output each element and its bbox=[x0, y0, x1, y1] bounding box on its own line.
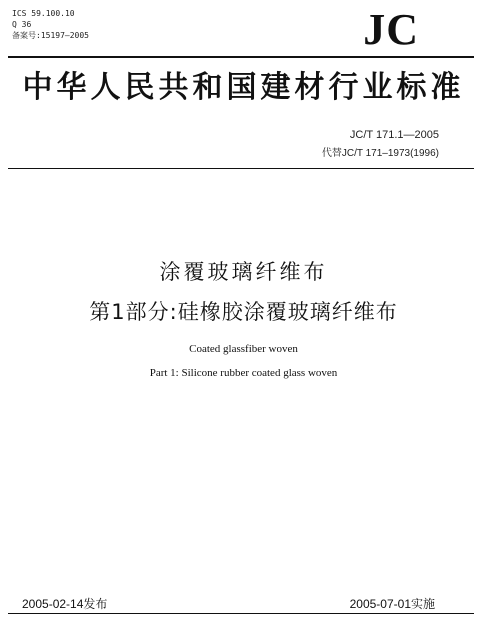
top-divider bbox=[8, 56, 474, 58]
jc-logo: JC bbox=[363, 5, 419, 54]
document-subtitle-cn: 第1部分:硅橡胶涂覆玻璃纤维布 bbox=[89, 300, 398, 324]
implementation-date: 2005-07-01实施 bbox=[349, 597, 435, 611]
document-title-en: Coated glassfiber woven bbox=[189, 343, 298, 355]
ics-code: ICS 59.100.10 bbox=[12, 9, 75, 18]
issue-date: 2005-02-14发布 bbox=[22, 597, 108, 611]
classification-block bbox=[12, 8, 89, 41]
standard-category-title: 中华人民共和国建材行业标准 bbox=[22, 70, 465, 105]
bottom-divider bbox=[8, 613, 474, 614]
middle-divider bbox=[8, 168, 474, 169]
ccs-code: Q 36 bbox=[12, 20, 32, 29]
document-title-cn: 涂覆玻璃纤维布 bbox=[159, 260, 328, 284]
standard-number: JC/T 171.1—2005 bbox=[349, 129, 439, 141]
replaces-standard: 代替JC/T 171–1973(1996) bbox=[321, 148, 439, 159]
record-number: 备案号:15197—2005 bbox=[12, 31, 89, 40]
document-subtitle-en: Part 1: Silicone rubber coated glass woven bbox=[149, 367, 338, 379]
